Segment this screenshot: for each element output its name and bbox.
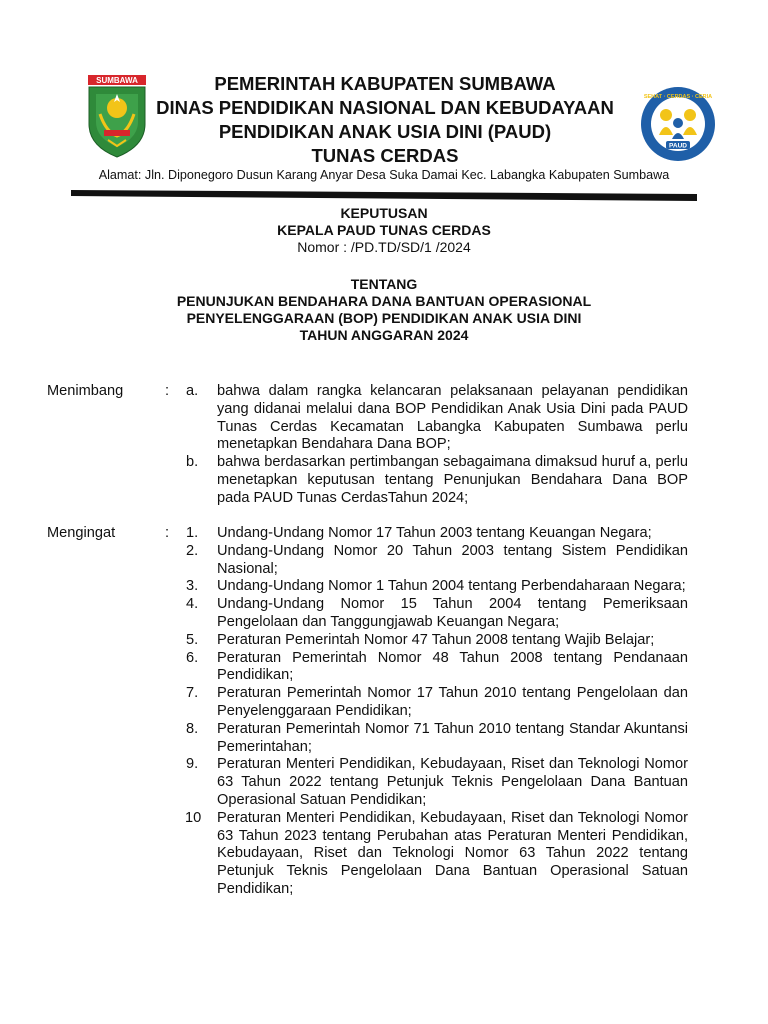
list-marker: b. [186,454,199,471]
list-item-text: bahwa dalam rangka kelancaran pelaksanaan pelayanan pendidikan yang didanai melalui dana BOP Pendidikan Anak Usia Dini pada PAUD Tunas Cerdas Kecamatan Labangka Kabupaten Sumbawa perlu menetapkan Bendahara Dana BOP; [217,383,688,453]
list-item [0,596,768,632]
subject-line-1: PENUNJUKAN BENDAHARA DANA BANTUAN OPERASIONAL [176,293,592,309]
list-marker: 2. [186,542,199,559]
menimbang-label: Menimbang [47,383,124,399]
list-item-text: Peraturan Pemerintah Nomor 47 Tahun 2008 tentang Wajib Belajar; [217,631,655,648]
list-item [0,810,768,899]
letterhead-line-institution: PENDIDIKAN ANAK USIA DINI (PAUD) [218,121,552,142]
mengingat-section [0,525,768,899]
emblem-banner-text: SUMBAWA [96,76,138,85]
list-item [0,543,768,579]
mengingat-label: Mengingat [47,525,116,541]
decree-title: KEPUTUSAN [340,205,428,221]
list-marker: 7. [186,685,199,702]
svg-text:SEHAT · CERDAS · CERIA: SEHAT · CERDAS · CERIA [643,94,713,100]
list-marker: 9. [186,756,199,773]
letterhead-line-office: DINAS PENDIDIKAN NASIONAL DAN KEBUDAYAAN [156,97,614,118]
mengingat-colon: : [165,525,170,541]
list-marker: 3. [186,578,199,595]
list-item [0,383,768,454]
letterhead-address: Alamat: Jln. Diponegoro Dusun Karang Anyar Desa Suka Damai Kec. Labangka Kabupaten Sumbawa [98,168,670,182]
letterhead-line-school: TUNAS CERDAS [311,145,459,166]
decree-heading [0,205,768,256]
list-marker: 5. [186,631,199,648]
list-item-text: Peraturan Pemerintah Nomor 17 Tahun 2010 tentang Pengelolaan dan Penyelenggaraan Pendidikan; [217,685,688,719]
paud-logo-text: PAUD [669,142,687,150]
list-item [0,578,768,596]
list-item-text: Undang-Undang Nomor 1 Tahun 2004 tentang Perbendaharaan Negara; [217,578,686,595]
decree-issuer: KEPALA PAUD TUNAS CERDAS [277,222,491,238]
list-marker: 6. [186,649,199,666]
list-item-text: Undang-Undang Nomor 17 Tahun 2003 tentang Keuangan Negara; [217,525,652,541]
list-item [0,721,768,757]
list-item-text: Peraturan Pemerintah Nomor 71 Tahun 2010 tentang Standar Akuntansi Pemerintahan; [217,720,688,755]
list-item [0,525,768,543]
sumbawa-regency-emblem-icon [86,74,148,158]
subject-line-3: TAHUN ANGGARAN 2024 [299,327,469,343]
letterhead-divider [71,189,697,203]
list-marker: 8. [186,720,199,737]
menimbang-section [0,383,768,508]
list-item-text: Peraturan Menteri Pendidikan, Kebudayaan, Riset dan Teknologi Nomor 63 Tahun 2023 tentang Perubahan atas Peraturan Menteri Pendidikan, Kebudayaan, Riset dan Teknologi Nomor 63 Tahun 2022 tentang Petunjuk Teknis Pengelolaan Dana Bantuan Operasional Satuan Pendidikan; [217,809,688,897]
list-item [0,454,768,507]
list-marker: a. [186,383,199,399]
decree-number: Nomor : /PD.TD/SD/1 /2024 [297,239,471,255]
list-item [0,685,768,721]
list-item-text: Peraturan Menteri Pendidikan, Kebudayaan, Riset dan Teknologi Nomor 63 Tahun 2022 tentang Petunjuk Teknis Pengelolaan Dana Bantuan Operasional Satuan Pendidikan; [217,756,688,808]
list-marker: 10 [185,809,202,826]
list-item [0,756,768,809]
list-item-text: Undang-Undang Nomor 15 Tahun 2004 tentang Pemeriksaan Pengelolaan dan Tanggungjawab Keuangan Negara; [217,596,688,630]
subject-heading: TENTANG [350,276,418,292]
list-item-text: Undang-Undang Nomor 20 Tahun 2003 tentang Sistem Pendidikan Nasional; [217,542,688,577]
list-item-text: bahwa berdasarkan pertimbangan sebagaimana dimaksud huruf a, perlu menetapkan keputusan tentang Penunjukan Bendahara Dana BOP pada PAUD Tunas CerdasTahun 2024; [217,454,688,506]
decree-subject [0,276,768,344]
subject-line-2: PENYELENGGARAAN (BOP) PENDIDIKAN ANAK USIA DINI [186,310,582,326]
list-item [0,632,768,650]
letterhead-line-government: PEMERINTAH KABUPATEN SUMBAWA [214,73,556,94]
list-item-text: Peraturan Pemerintah Nomor 48 Tahun 2008 tentang Pendanaan Pendidikan; [217,649,688,684]
menimbang-colon: : [165,383,170,399]
list-marker: 4. [186,596,199,613]
list-item [0,650,768,686]
letterhead [150,72,620,168]
paud-tunas-cerdas-logo-icon [639,85,717,163]
list-marker: 1. [186,525,199,541]
